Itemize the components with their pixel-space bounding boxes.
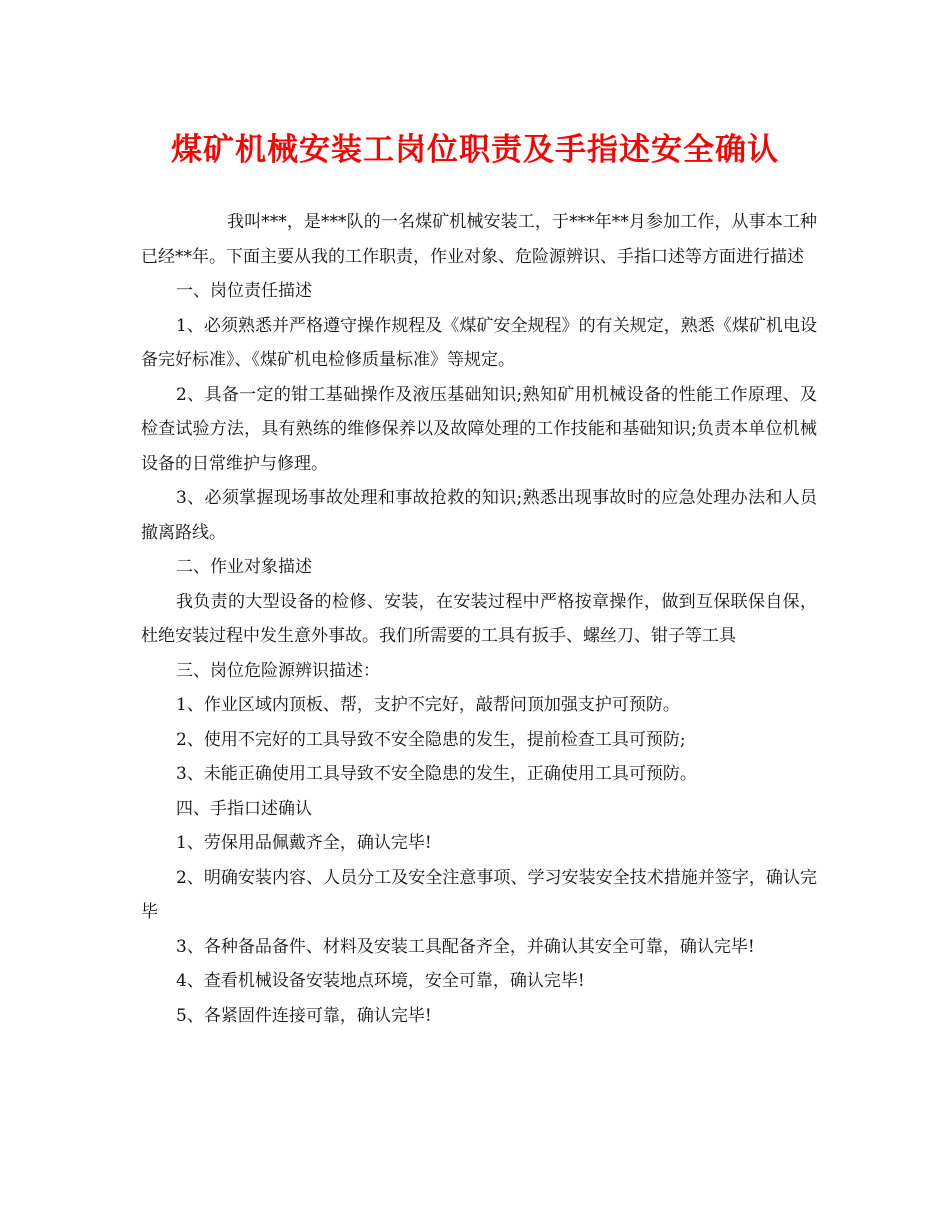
section-heading-object: 二、作业对象描述	[176, 557, 312, 577]
hazard-item-2: 2、使用不完好的工具导致不安全隐患的发生，提前检查工具可预防;	[176, 729, 686, 750]
confirm-item-5: 5、各紧固件连接可靠，确认完毕!	[176, 1005, 432, 1026]
confirm-item-4: 4、查看机械设备安装地点环境，安全可靠，确认完毕!	[176, 971, 585, 991]
document-body	[141, 205, 817, 1033]
intro-paragraph: 我叫***，是***队的一名煤矿机械安装工，于***年**月参加工作，从事本工种已经**年。下面主要从我的工作职责，作业对象、危险源辨识、手指口述等方面进行描述	[141, 212, 817, 267]
section-heading-duty: 一、岗位责任描述	[176, 281, 312, 301]
confirm-item-2: 2、明确安装内容、人员分工及安全注意事项、学习安装安全技术措施并签字，确认完毕	[141, 867, 817, 922]
section-heading-hazard: 三、岗位危险源辨识描述：	[176, 660, 380, 681]
object-paragraph: 我负责的大型设备的检修、安装，在安装过程中严格按章操作，做到互保联保自保，杜绝安装过程中发生意外事故。我们所需要的工具有扳手、螺丝刀、钳子等工具	[141, 591, 817, 646]
confirm-item-1: 1、劳保用品佩戴齐全，确认完毕!	[176, 833, 432, 853]
hazard-item-1: 1、作业区域内顶板、帮，支护不完好，敲帮问顶加强支护可预防。	[176, 695, 680, 715]
duty-item-2: 2、具备一定的钳工基础操作及液压基础知识;熟知矿用机械设备的性能工作原理、及检查试验方法，具有熟练的维修保养以及故障处理的工作技能和基础知识;负责本单位机械设备的日常维护与修理。	[141, 384, 817, 474]
duty-item-1: 1、必须熟悉并严格遵守操作规程及《煤矿安全规程》的有关规定，熟悉《煤矿机电设备完好标准》、《煤矿机电检修质量标准》等规定。	[141, 315, 817, 370]
section-heading-confirm: 四、手指口述确认	[176, 798, 312, 819]
confirm-item-3: 3、各种备品备件、材料及安装工具配备齐全，并确认其安全可靠，确认完毕!	[176, 936, 755, 957]
duty-item-3: 3、必须掌握现场事故处理和事故抢救的知识;熟悉出现事故时的应急处理办法和人员撤离路线。	[141, 488, 817, 543]
hazard-item-3: 3、未能正确使用工具导致不安全隐患的发生，正确使用工具可预防。	[176, 764, 697, 784]
document-title: 煤矿机械安装工岗位职责及手指述安全确认	[171, 132, 779, 168]
